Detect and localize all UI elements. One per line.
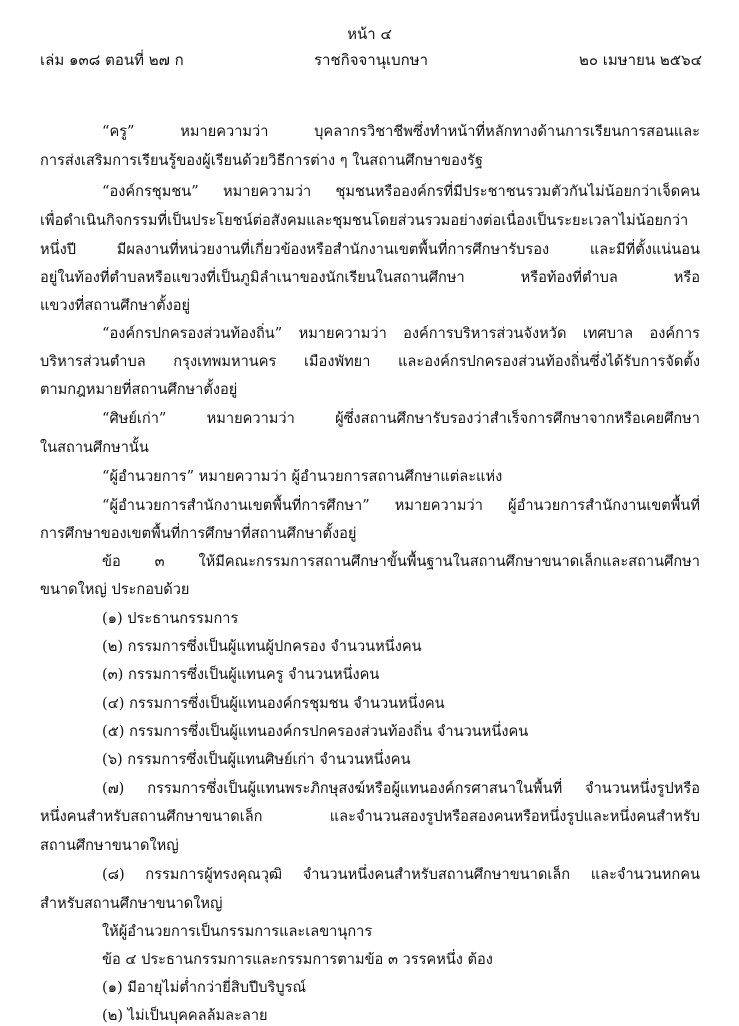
text-line: การส่งเสริมการเรียนรู้ของผู้เรียนด้วยวิธีการต่าง ๆ ในสถานศึกษาของรัฐ — [40, 152, 483, 169]
text-line: หนึ่งปี มีผลงานที่หน่วยงานที่เกี่ยวข้องหรือสำนักงานเขตพื้นที่การศึกษารับรอง และมีที่ตั้งแน่นอน — [40, 241, 700, 258]
publication-date: ๒๐ เมษายน ๒๕๖๔ — [578, 51, 702, 69]
text-line: “ผู้อำนวยการ” หมายความว่า ผู้อำนวยการสถานศึกษาแต่ละแห่ง — [102, 468, 503, 485]
list-item: (๑) ประธานกรรมการ — [102, 610, 239, 627]
text-line: บริหารส่วนตำบล กรุงเทพมหานคร เมืองพัทยา และองค์กรปกครองส่วนท้องถิ่นซึ่งได้รับการจัดตั้ง — [40, 353, 700, 370]
list-item: (๒) ไม่เป็นบุคคลล้มละลาย — [102, 1007, 268, 1024]
text-line: สถานศึกษาขนาดใหญ่ — [40, 837, 179, 854]
text-line: “ผู้อำนวยการสำนักงานเขตพื้นที่การศึกษา” หมายความว่า ผู้อำนวยการสำนักงานเขตพื้นที่ — [102, 497, 700, 514]
text-line: “ศิษย์เก่า” หมายความว่า ผู้ซึ่งสถานศึกษารับรองว่าสำเร็จการศึกษาจากหรือเคยศึกษา — [102, 410, 700, 427]
text-line: เพื่อดำเนินกิจกรรมที่เป็นประโยชน์ต่อสังคมและชุมชนโดยส่วนรวมอย่างต่อเนื่องเป็นระยะเวลาไม่น้อยกว่า — [40, 212, 689, 229]
text-line: ข้อ ๓ ให้มีคณะกรรมการสถานศึกษาขั้นพื้นฐานในสถานศึกษาขนาดเล็กและสถานศึกษา — [102, 553, 700, 570]
text-line: ข้อ ๔ ประธานกรรมการและกรรมการตามข้อ ๓ วรรคหนึ่ง ต้อง — [102, 951, 493, 968]
text-line: อยู่ในท้องที่ตำบลหรือแขวงที่เป็นภูมิลำเนาของนักเรียนในสถานศึกษา หรือท้องที่ตำบล หรือ — [40, 269, 700, 286]
text-line: สำหรับสถานศึกษาขนาดใหญ่ — [40, 895, 223, 912]
text-line: “องค์กรปกครองส่วนท้องถิ่น” หมายความว่า องค์การบริหารส่วนจังหวัด เทศบาล องค์การ — [102, 325, 700, 342]
gazette-title: ราชกิจจานุเบกษา — [313, 51, 429, 69]
list-item: (๔) กรรมการซึ่งเป็นผู้แทนองค์กรชุมชน จำนวนหนึ่งคน — [102, 695, 445, 712]
text-line: หนึ่งคนสำหรับสถานศึกษาขนาดเล็ก และจำนวนสองรูปหรือสองคนหรือหนึ่งรูปและหนึ่งคนสำหรับ — [40, 808, 700, 825]
text-line: ขนาดใหญ่ ประกอบด้วย — [40, 581, 190, 598]
list-item: (๒) กรรมการซึ่งเป็นผู้แทนผู้ปกครอง จำนวนหนึ่งคน — [102, 638, 422, 655]
text-line: ให้ผู้อำนวยการเป็นกรรมการและเลขานุการ — [102, 923, 373, 940]
list-item: (๑) มีอายุไม่ต่ำกว่ายี่สิบปีบริบูรณ์ — [102, 979, 307, 996]
list-item: (๕) กรรมการซึ่งเป็นผู้แทนองค์กรปกครองส่วนท้องถิ่น จำนวนหนึ่งคน — [102, 723, 529, 740]
list-item: (๖) กรรมการซึ่งเป็นผู้แทนศิษย์เก่า จำนวนหนึ่งคน — [102, 751, 411, 768]
volume-issue: เล่ม ๑๓๘ ตอนที่ ๒๗ ก — [40, 51, 184, 69]
list-item: (๘) กรรมการผู้ทรงคุณวุฒิ จำนวนหนึ่งคนสำหรับสถานศึกษาขนาดเล็ก และจำนวนหกคน — [102, 866, 700, 883]
text-line: การศึกษาของเขตพื้นที่การศึกษาที่สถานศึกษาตั้งอยู่ — [40, 525, 357, 542]
list-item: (๗) กรรมการซึ่งเป็นผู้แทนพระภิกษุสงฆ์หรือผู้แทนองค์กรศาสนาในพื้นที่ จำนวนหนึ่งรูปหรือ — [102, 780, 700, 797]
page-number: หน้า ๔ — [347, 25, 392, 43]
list-item: (๓) กรรมการซึ่งเป็นผู้แทนครู จำนวนหนึ่งคน — [102, 666, 380, 683]
text-line: ตามกฎหมายที่สถานศึกษาตั้งอยู่ — [40, 381, 238, 398]
gazette-header — [40, 48, 702, 72]
text-line: “ครู” หมายความว่า บุคลากรวิชาชีพซึ่งทำหน้าที่หลักทางด้านการเรียนการสอนและ — [102, 123, 700, 140]
text-line: “องค์กรชุมชน” หมายความว่า ชุมชนหรือองค์กรที่มีประชาชนรวมตัวกันไม่น้อยกว่าเจ็ดคน — [102, 183, 700, 200]
text-line: แขวงที่สถานศึกษาตั้งอยู่ — [40, 297, 191, 314]
text-line: ในสถานศึกษานั้น — [40, 439, 149, 456]
